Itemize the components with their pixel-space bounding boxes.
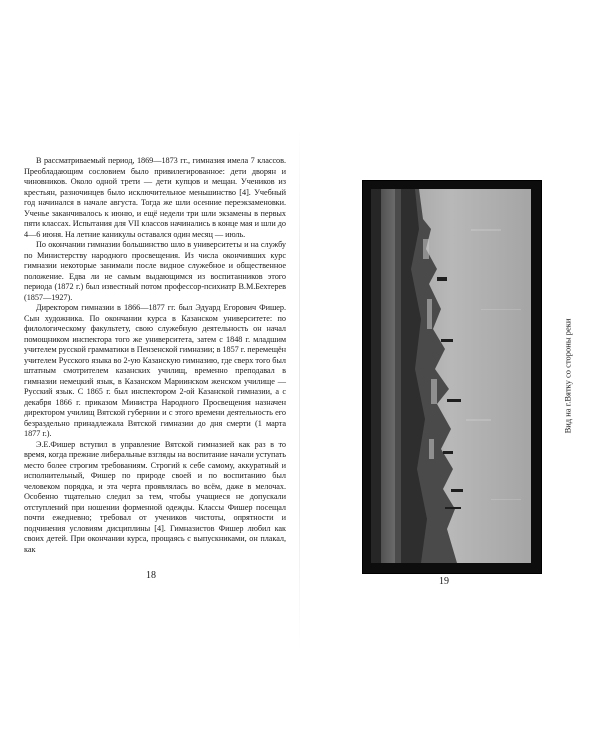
photo-caption: Вид на г.Вятку со стороны реки: [562, 318, 572, 434]
photo-frame: [362, 180, 542, 574]
body-text: [24, 156, 286, 555]
photo-image: [371, 189, 531, 563]
city-view-photo: [371, 189, 531, 563]
paragraph: По окончании гимназии большинство шло в университеты и на службу по Министерству народного просвещения. Из числа окончивших курс гимназии некоторые занимали после видное служебное и общественное положение. Едва ли не самым выдающимся из воспитанников этого периода (1872 г.) был известный потом профессор-психиатр В.М.Бехтерев (1857—1927).: [24, 240, 286, 302]
paragraph: В рассматриваемый период, 1869—1873 гг., гимназия имела 7 классов. Преобладающим сословием было привилегированное: дети дворян и чиновников. Около одной трети — дети купцов и мещан. Учеников из крестьян, разночинцев было исключительное меньшинство [4]. Учебный год начинался в начале августа. Тогда же шли осенние переэкзаменовки. Ученье заканчивалось к июню, и ещё недели три шли экзамены в первых пяти классах. Испытания для VII классов начинались в конце мая и шли до 4—6 июня. На летние каникулы оставался один месяц — июль.: [24, 156, 286, 239]
page-number-right: 19: [439, 576, 449, 587]
page-number-left: 18: [146, 570, 156, 581]
paragraph: Э.Е.Фишер вступил в управление Вятской гимназией как раз в то время, когда прежние либеральные взгляды на воспитание начали уступать место более строгим требованиям. Строгий к себе самому, аккуратный и исполнительный, Фишер по природе своей и по воспитанию был человеком порядка, и эта черта проявлялась во всём, даже в мелочах. Особенно тщательно следил за тем, чтобы учащиеся не допускали отступлений при ношении форменной одежды. Классы Фишер посещал почти ежедневно; требовал от учеников чистоты, опрятности и подчинения условиям дисциплины [4]. Гимназистов Фишер любил как своих детей. При окончании курса, прощаясь с выпускниками, он плакал, как: [24, 439, 286, 554]
paragraph: Директором гимназии в 1866—1877 гг. был Эдуард Егорович Фишер. Сын художника. По окончании курса в Казанском университете: по филологическому факультету, свою служебную деятельность он начал помощником инспектора того же университета, затем с 1848 г. младшим учителем русской грамматики в Пензенской гимназии; в 1857 г. перемещён учителем Русского языка во 2-ую Казанскую гимназию, где сверх того был штатным смотрителем казанских училищ, временно преподавал в гимназии немецкий язык, в Казанском Мариинском женском училище — Русский язык. С 1865 г. был инспектором 2-ой Казанской гимназии, а с декабря 1866 г. приказом Министра Народного Просвещения назначен директором училищ Вятской губернии и с этого времени деятельность его безраздельно принадлежала Вятской гимназии до дня смерти (1 марта 1877 г.).: [24, 303, 286, 438]
